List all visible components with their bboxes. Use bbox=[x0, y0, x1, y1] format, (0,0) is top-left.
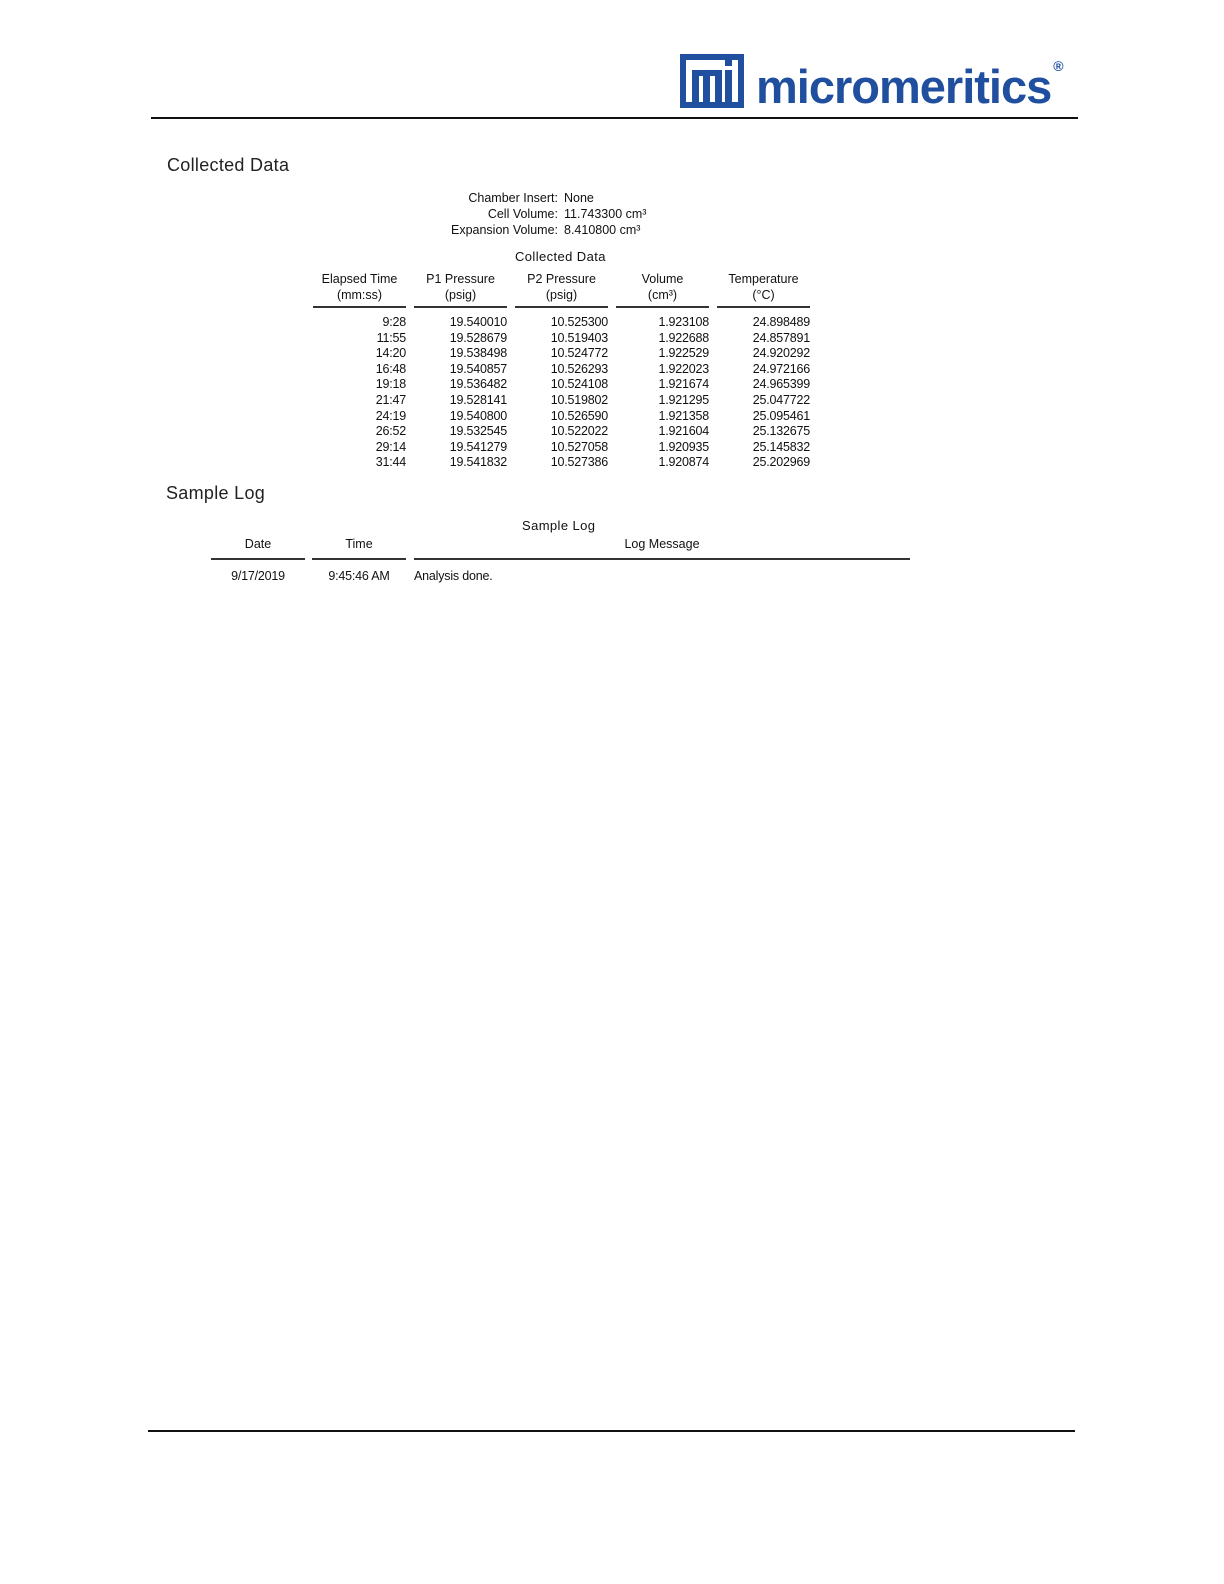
table-row bbox=[313, 409, 818, 425]
info-label: Cell Volume: bbox=[487, 207, 558, 221]
table-cell: 10.519802 bbox=[550, 392, 608, 407]
mi-logo-mark-icon bbox=[680, 54, 744, 108]
table-row bbox=[313, 331, 818, 347]
table-body bbox=[313, 315, 818, 471]
table-cell: 1.920874 bbox=[658, 455, 709, 470]
table-cell: 25.202969 bbox=[752, 455, 810, 470]
column-header: Elapsed Time (mm:ss) bbox=[313, 268, 406, 308]
table-cell: 19.541832 bbox=[449, 455, 507, 470]
table-cell: 19.536482 bbox=[449, 377, 507, 392]
collected-data-title: Collected Data bbox=[167, 155, 290, 175]
column-header: Date bbox=[211, 536, 305, 560]
table-cell: 25.132675 bbox=[752, 424, 810, 439]
table-cell: 19.540857 bbox=[449, 361, 507, 376]
table-cell: 16:48 bbox=[375, 361, 406, 376]
logo-wordmark: micromeritics bbox=[756, 60, 1052, 113]
table-row bbox=[313, 393, 818, 409]
column-header: Log Message bbox=[414, 536, 910, 560]
table-cell: 11:55 bbox=[376, 330, 406, 345]
column-header: Temperature (°C) bbox=[717, 268, 810, 308]
log-message: Analysis done. bbox=[414, 569, 493, 583]
info-label: Chamber Insert: bbox=[468, 191, 558, 205]
table-cell: 19:18 bbox=[375, 377, 406, 392]
micromeritics-logo bbox=[680, 54, 1064, 113]
table-row bbox=[313, 455, 818, 471]
table-cell: 10.526293 bbox=[550, 361, 608, 376]
info-row bbox=[380, 222, 646, 238]
analysis-info bbox=[380, 190, 646, 238]
collected-data-table bbox=[313, 268, 818, 471]
table-row bbox=[211, 568, 910, 584]
table-cell: 9:28 bbox=[382, 315, 406, 329]
table-cell: 19.532545 bbox=[449, 424, 507, 439]
table-cell: 24.965399 bbox=[752, 377, 810, 392]
table-cell: 10.527386 bbox=[550, 455, 608, 470]
table-cell: 10.524772 bbox=[550, 346, 608, 361]
column-header: Volume (cm³) bbox=[616, 268, 709, 308]
table-cell: 14:20 bbox=[375, 346, 406, 361]
table-cell: 1.921604 bbox=[658, 424, 709, 439]
registered-mark: ® bbox=[1053, 58, 1064, 74]
table-header-row bbox=[211, 536, 910, 560]
info-row bbox=[380, 190, 646, 206]
table-cell: 21:47 bbox=[375, 392, 406, 407]
column-header: P2 Pressure (psig) bbox=[515, 268, 608, 308]
table-cell: 19.541279 bbox=[449, 439, 507, 454]
table-row bbox=[313, 315, 818, 331]
table-cell: 1.922688 bbox=[658, 330, 709, 345]
table-cell: 19.538498 bbox=[449, 346, 507, 361]
table-cell: 19.528679 bbox=[449, 330, 507, 345]
table-cell: 24.898489 bbox=[752, 315, 810, 329]
table-cell: 1.923108 bbox=[658, 315, 709, 329]
table-cell: 10.526590 bbox=[550, 408, 608, 423]
sample-log-table bbox=[211, 536, 910, 584]
log-date: 9/17/2019 bbox=[231, 569, 285, 583]
table-cell: 10.519403 bbox=[550, 330, 608, 345]
table-row bbox=[313, 346, 818, 362]
table-cell: 19.540800 bbox=[449, 408, 507, 423]
table-cell: 29:14 bbox=[375, 439, 406, 454]
info-value: 11.743300 cm³ bbox=[564, 207, 647, 221]
column-header: P1 Pressure (psig) bbox=[414, 268, 507, 308]
table-cell: 10.522022 bbox=[550, 424, 608, 439]
table-header-row bbox=[313, 268, 818, 308]
table-cell: 25.095461 bbox=[752, 408, 810, 423]
collected-table-caption: Collected Data bbox=[515, 249, 606, 264]
table-cell: 19.528141 bbox=[449, 392, 507, 407]
table-cell: 1.922023 bbox=[658, 361, 709, 376]
info-label: Expansion Volume: bbox=[450, 223, 558, 237]
table-row bbox=[313, 440, 818, 456]
table-cell: 24:19 bbox=[375, 408, 406, 423]
table-cell: 10.525300 bbox=[550, 315, 608, 329]
sample-log-title: Sample Log bbox=[166, 483, 266, 503]
table-cell: 10.527058 bbox=[550, 439, 608, 454]
table-row bbox=[313, 362, 818, 378]
info-value: None bbox=[564, 191, 594, 205]
table-cell: 25.145832 bbox=[752, 439, 810, 454]
header-rule bbox=[151, 117, 1078, 119]
log-time: 9:45:46 AM bbox=[328, 569, 390, 583]
table-cell: 1.921674 bbox=[658, 377, 709, 392]
table-cell: 24.857891 bbox=[752, 330, 810, 345]
log-table-caption: Sample Log bbox=[522, 518, 596, 533]
info-row bbox=[380, 206, 646, 222]
table-cell: 26:52 bbox=[375, 424, 406, 439]
column-header: Time bbox=[312, 536, 406, 560]
table-cell: 1.921295 bbox=[658, 392, 709, 407]
table-cell: 1.920935 bbox=[658, 439, 709, 454]
table-cell: 25.047722 bbox=[752, 392, 810, 407]
table-row bbox=[313, 377, 818, 393]
info-value: 8.410800 cm³ bbox=[564, 223, 641, 237]
table-cell: 24.972166 bbox=[752, 361, 810, 376]
table-cell: 1.922529 bbox=[658, 346, 709, 361]
footer-rule bbox=[148, 1430, 1075, 1432]
table-cell: 24.920292 bbox=[752, 346, 810, 361]
table-cell: 1.921358 bbox=[658, 408, 709, 423]
table-cell: 19.540010 bbox=[449, 315, 507, 329]
table-row bbox=[313, 424, 818, 440]
table-cell: 31:44 bbox=[375, 455, 406, 470]
table-cell: 10.524108 bbox=[550, 377, 608, 392]
